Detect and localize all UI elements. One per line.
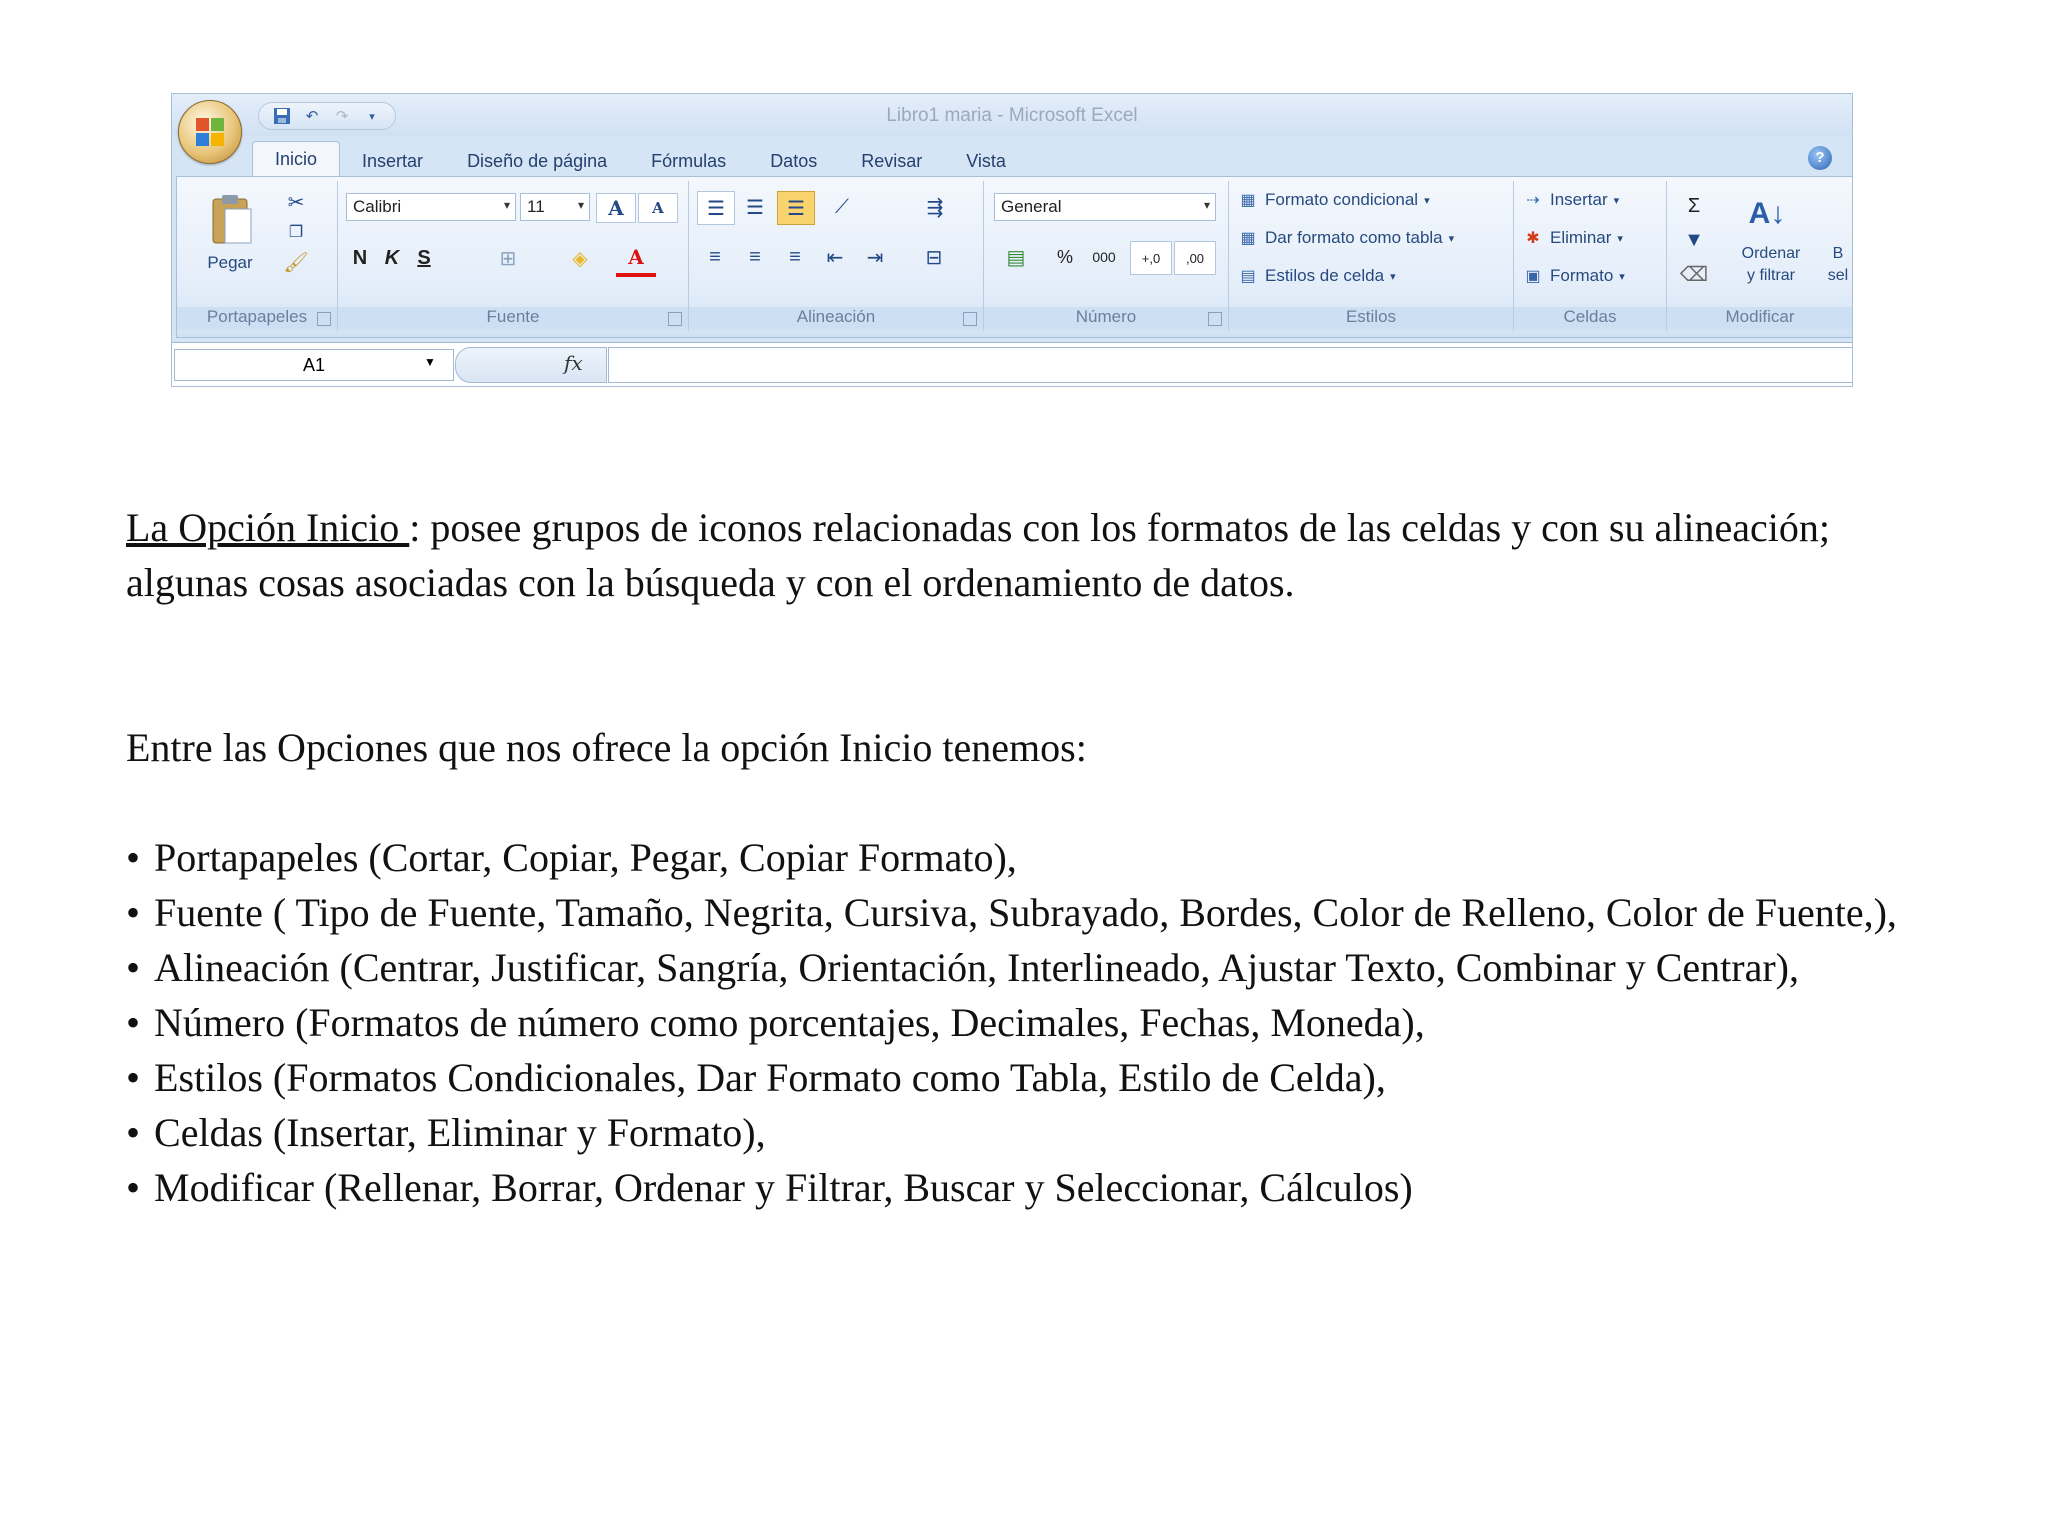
conditional-format-label: Formato condicional — [1265, 190, 1419, 209]
group-portapapeles — [177, 181, 338, 331]
window-title: Libro1 maria - Microsoft Excel — [886, 105, 1138, 126]
options-intro: Entre las Opciones que nos ofrece la opción Inicio tenemos: — [126, 725, 1087, 770]
align-top-icon[interactable]: ☰ — [697, 191, 735, 225]
number-format-value: General — [1001, 197, 1062, 216]
list-item-text: Número (Formatos de número como porcentajes, Decimales, Fechas, Moneda), — [154, 1000, 1425, 1045]
group-fuente — [338, 181, 689, 331]
insert-cells-label: Insertar — [1550, 190, 1608, 209]
title-bar — [172, 94, 1852, 136]
group-label-alineacion: Alineación — [689, 307, 983, 329]
chevron-down-icon: ▾ — [1613, 194, 1620, 207]
decrease-decimal-button[interactable]: ,00 — [1174, 241, 1216, 275]
number-format-dropdown[interactable] — [994, 193, 1216, 221]
insert-cells-button[interactable] — [1522, 189, 1619, 211]
delete-cells-icon: ✱ — [1526, 230, 1540, 247]
chevron-down-icon: ▾ — [503, 198, 510, 212]
format-cells-icon: ▣ — [1525, 268, 1541, 285]
tab-insertar[interactable]: Insertar — [362, 150, 424, 171]
dialog-launcher-icon[interactable] — [963, 312, 977, 326]
sort-filter-label-2[interactable]: y filtrar — [1747, 267, 1795, 284]
group-label-portapapeles: Portapapeles — [177, 307, 337, 329]
dialog-launcher-icon[interactable] — [668, 312, 682, 326]
find-select-label-2[interactable]: sel — [1827, 267, 1849, 284]
tab-diseno-de-pagina[interactable]: Diseño de página — [467, 150, 608, 171]
ribbon — [176, 176, 1853, 338]
bullet-icon: • — [126, 1110, 141, 1155]
list-item — [126, 830, 1956, 885]
grow-font-button[interactable]: A — [596, 193, 636, 223]
chevron-down-icon: ▾ — [1619, 270, 1625, 283]
bold-button[interactable]: N — [352, 246, 368, 269]
formula-bar — [172, 342, 1852, 387]
list-item-text: Estilos (Formatos Condicionales, Dar Formato como Tabla, Estilo de Celda), — [154, 1055, 1386, 1100]
group-celdas — [1514, 181, 1667, 331]
cut-icon[interactable]: ✂ — [287, 191, 305, 214]
font-name-dropdown[interactable] — [346, 193, 516, 221]
intro-lead: La Opción Inicio — [126, 505, 410, 550]
chevron-down-icon: ▾ — [1390, 270, 1396, 283]
bullet-icon: • — [126, 1055, 141, 1100]
redo-icon[interactable]: ↷ — [335, 108, 349, 125]
options-list — [126, 830, 1956, 1215]
orientation-icon[interactable]: ⟋ — [835, 195, 849, 218]
fill-icon[interactable]: ▼ — [1684, 228, 1704, 251]
align-bottom-icon[interactable]: ☰ — [777, 191, 815, 225]
bullet-icon: • — [126, 1000, 141, 1045]
list-item — [126, 940, 1956, 995]
increase-indent-icon[interactable]: ⇥ — [866, 246, 884, 269]
align-left-icon[interactable]: ≡ — [709, 245, 721, 268]
intro-body: : posee grupos de iconos relacionadas con los formatos de las celdas y con su alineación; algunas cosas asociadas con la búsqueda y con el ordenamiento de datos. — [126, 505, 1830, 605]
autosum-button[interactable]: Σ — [1687, 194, 1701, 217]
font-size-value: 11 — [527, 197, 545, 216]
borders-icon[interactable]: ⊞ — [499, 247, 517, 270]
delete-cells-label: Eliminar — [1550, 228, 1612, 247]
sort-filter-label-1[interactable]: Ordenar — [1741, 245, 1801, 262]
cell-styles-button[interactable] — [1237, 265, 1396, 287]
help-icon[interactable]: ? — [1808, 146, 1832, 170]
customize-qat-icon[interactable]: ▾ — [369, 110, 375, 123]
bullet-icon: • — [126, 945, 141, 990]
list-item — [126, 1050, 1956, 1105]
increase-decimal-button[interactable]: +,0 — [1130, 241, 1172, 275]
group-alineacion — [689, 181, 984, 331]
align-middle-icon[interactable]: ☰ — [746, 196, 764, 219]
font-name-value: Calibri — [353, 197, 402, 216]
paste-icon[interactable] — [205, 191, 257, 249]
cell-styles-icon: ▤ — [1240, 268, 1256, 285]
cell-styles-label: Estilos de celda — [1265, 266, 1385, 285]
list-item — [126, 995, 1956, 1050]
list-item-text: Celdas (Insertar, Eliminar y Formato), — [154, 1110, 766, 1155]
wrap-text-icon[interactable]: ⇶ — [926, 196, 944, 219]
bullet-icon: • — [126, 1165, 141, 1210]
save-icon[interactable] — [271, 105, 293, 127]
chevron-down-icon: ▾ — [1617, 232, 1623, 245]
group-label-fuente: Fuente — [338, 307, 688, 329]
chevron-down-icon[interactable]: ▼ — [424, 355, 436, 369]
copy-icon[interactable]: ❐ — [288, 224, 304, 241]
underline-button[interactable]: S — [417, 246, 431, 269]
group-label-estilos: Estilos — [1229, 307, 1513, 329]
insert-cells-icon: ⇢ — [1526, 192, 1540, 209]
shrink-font-button[interactable]: A — [638, 193, 678, 223]
group-label-modificar: Modificar — [1667, 307, 1853, 329]
conditional-format-icon: ▦ — [1240, 192, 1256, 209]
sort-filter-icon[interactable]: A↓ — [1748, 197, 1786, 230]
ribbon-tabs — [252, 142, 1028, 176]
find-select-label-1[interactable]: B — [1832, 245, 1844, 262]
list-item-text: Modificar (Rellenar, Borrar, Ordenar y Filtrar, Buscar y Seleccionar, Cálculos) — [154, 1165, 1413, 1210]
table-icon: ▦ — [1240, 230, 1256, 247]
quick-access-toolbar — [258, 102, 396, 130]
list-item — [126, 1105, 1956, 1160]
office-button[interactable] — [178, 100, 242, 164]
paste-button[interactable]: Pegar — [207, 253, 253, 272]
percent-button[interactable]: % — [1056, 246, 1073, 267]
tab-vista[interactable]: Vista — [966, 150, 1006, 171]
tab-revisar[interactable]: Revisar — [861, 150, 923, 171]
decrease-indent-icon[interactable]: ⇤ — [826, 246, 844, 269]
group-modificar — [1667, 181, 1853, 331]
group-label-numero: Número — [984, 307, 1228, 329]
name-box-value: A1 — [302, 354, 326, 375]
tab-formulas[interactable]: Fórmulas — [651, 150, 727, 171]
intro-paragraph — [126, 500, 1952, 610]
thousands-separator-button[interactable]: 000 — [1092, 249, 1116, 265]
insert-function-icon[interactable]: fx — [564, 351, 583, 375]
chevron-down-icon: ▾ — [1424, 194, 1430, 207]
chevron-down-icon: ▾ — [577, 198, 584, 212]
list-item — [126, 885, 1956, 940]
format-cells-label: Formato — [1550, 266, 1614, 285]
list-item — [126, 1160, 1956, 1215]
fill-color-icon[interactable]: ◈ — [572, 247, 588, 270]
bullet-icon: • — [126, 890, 141, 935]
align-center-icon[interactable]: ≡ — [749, 245, 761, 268]
group-numero — [984, 181, 1229, 331]
format-cells-button[interactable] — [1522, 265, 1625, 287]
chevron-down-icon: ▾ — [1448, 232, 1455, 245]
office-logo-icon — [194, 116, 226, 148]
delete-cells-button[interactable] — [1522, 227, 1623, 249]
list-item-text: Fuente ( Tipo de Fuente, Tamaño, Negrita, Cursiva, Subrayado, Bordes, Color de Relleno, Color de Fuente,), — [154, 890, 1897, 935]
font-size-dropdown[interactable] — [520, 193, 590, 221]
clear-icon[interactable]: ⌫ — [1679, 263, 1709, 286]
italic-button[interactable]: K — [384, 246, 400, 269]
group-estilos — [1229, 181, 1514, 331]
tab-datos[interactable]: Datos — [770, 150, 818, 171]
merge-center-icon[interactable]: ⊟ — [925, 246, 943, 269]
list-item-text: Portapapeles (Cortar, Copiar, Pegar, Copiar Formato), — [154, 835, 1017, 880]
excel-ribbon-screenshot — [171, 93, 1853, 387]
conditional-format-button[interactable] — [1237, 189, 1430, 211]
formula-input[interactable] — [608, 347, 1852, 383]
dialog-launcher-icon[interactable] — [317, 312, 331, 326]
undo-icon[interactable]: ↶ — [305, 108, 319, 125]
name-box[interactable] — [174, 349, 454, 381]
format-painter-icon[interactable]: 🖌 — [283, 251, 309, 274]
font-color-button[interactable]: A — [616, 241, 656, 277]
currency-icon[interactable]: ▤ — [1006, 246, 1026, 269]
list-item-text: Alineación (Centrar, Justificar, Sangría, Orientación, Interlineado, Ajustar Texto, Combinar y Centrar), — [154, 945, 1799, 990]
bullet-icon: • — [126, 835, 141, 880]
tab-inicio[interactable]: Inicio — [252, 141, 340, 176]
format-as-table-label: Dar formato como tabla — [1265, 228, 1443, 247]
group-label-celdas: Celdas — [1514, 307, 1666, 329]
formula-bar-handle — [455, 347, 607, 383]
chevron-down-icon: ▾ — [1203, 198, 1210, 212]
align-right-icon[interactable]: ≡ — [789, 245, 801, 268]
dialog-launcher-icon[interactable] — [1208, 312, 1222, 326]
format-as-table-button[interactable] — [1237, 227, 1454, 249]
